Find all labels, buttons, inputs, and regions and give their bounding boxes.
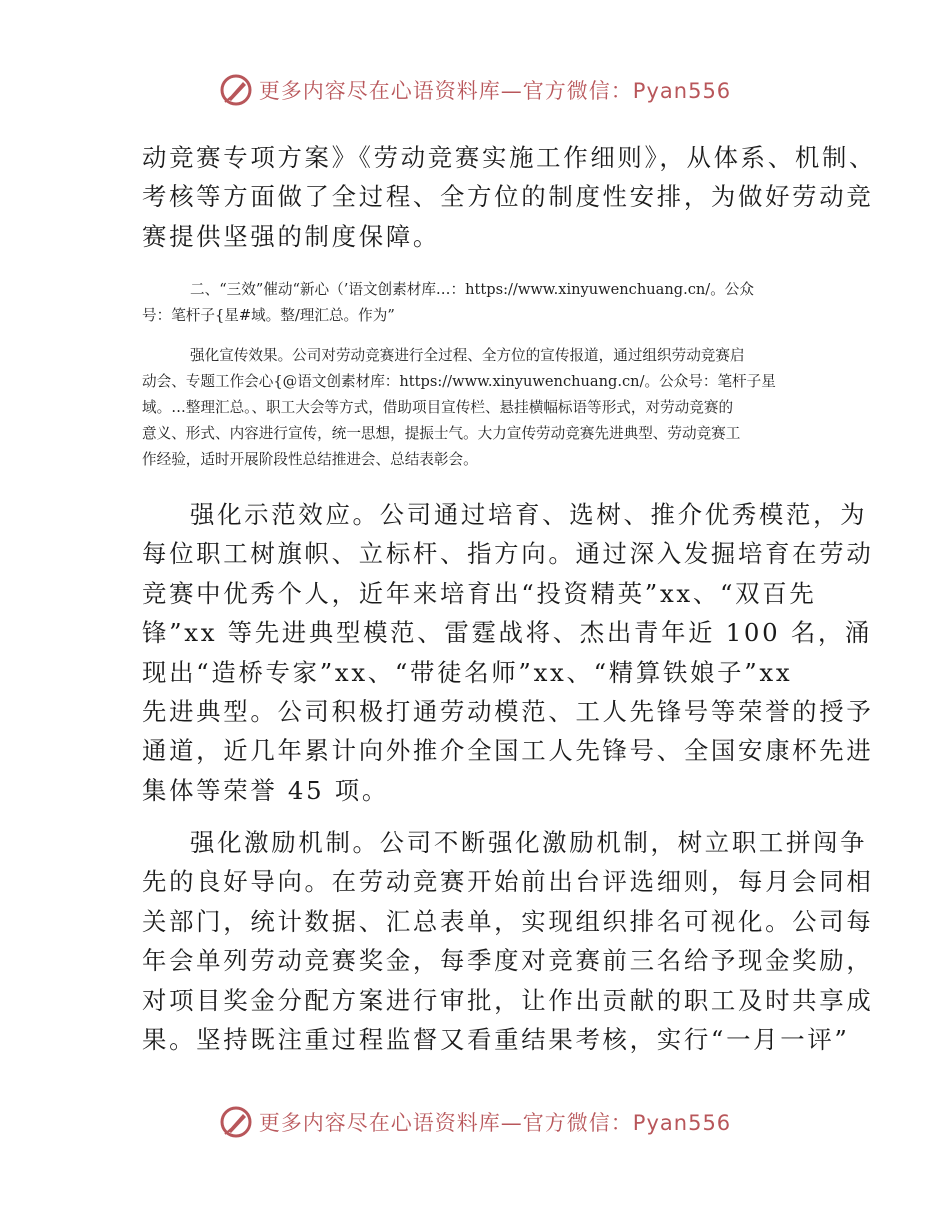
- paragraph-demonstration: [142, 495, 873, 810]
- text-line: 果。坚持既注重过程监督又看重结果考核，实行“一月一评”: [142, 1025, 850, 1055]
- watermark-text: 更多内容尽在心语资料库—官方微信：Pyan556: [258, 79, 732, 103]
- text-line: 集体等荣誉 45 项。: [142, 775, 389, 805]
- text-line: 作经验，适时开展阶段性总结推进会、总结表彰会。: [142, 451, 478, 468]
- header-watermark-banner: [0, 70, 950, 110]
- text-line: 二、“三效”催动“新心（’语文创素材库…：https://www.xinyuwenchuang.cn/。公众: [190, 281, 754, 298]
- paragraph-publicity: [142, 343, 776, 473]
- text-line: 对项目奖金分配方案进行审批，让作出贡献的职工及时共享成: [142, 985, 874, 1015]
- text-line: 赛提供坚强的制度保障。: [142, 221, 440, 251]
- text-line: 先进典型。公司积极打通劳动模范、工人先锋号等荣誉的授予: [142, 697, 874, 727]
- paragraph-incentive: [142, 823, 873, 1059]
- text-line: 关部门，统计数据、汇总表单，实现组织排名可视化。公司每: [142, 906, 874, 936]
- text-line: 动竞赛专项方案》《劳动竞赛实施工作细则》，从体系、机制、: [142, 143, 877, 172]
- quill-logo-icon: [219, 73, 253, 107]
- text-line: 强化宣传效果。公司对劳动竞赛进行全过程、全方位的宣传报道，通过组织劳动竞赛启: [190, 347, 745, 364]
- text-line: 考核等方面做了全过程、全方位的制度性安排，为做好劳动竞: [142, 182, 874, 212]
- text-line: 号：笔杆子{星#域。整/理汇总。作为”: [142, 307, 395, 324]
- text-line: 现出“造桥专家”xx、“带徒名师”xx、“精算铁娘子”xx: [142, 657, 793, 687]
- quill-logo-icon: [219, 1105, 253, 1139]
- text-line: 强化激励机制。公司不断强化激励机制，树立职工拼闯争: [190, 828, 868, 857]
- watermark-text: 更多内容尽在心语资料库—官方微信：Pyan556: [258, 1111, 732, 1135]
- text-line: 年会单列劳动竞赛奖金，每季度对竞赛前三名给予现金奖励，: [142, 946, 874, 976]
- text-line: 通道，近几年累计向外推介全国工人先锋号、全国安康杯先进: [142, 736, 874, 766]
- text-line: 每位职工树旗帜、立标杆、指方向。通过深入发掘培育在劳动: [142, 539, 874, 569]
- section-heading-small: [142, 277, 754, 329]
- text-line: 意义、形式、内容进行宣传，统一思想，提振士气。大力宣传劳动竞赛先进典型、劳动竞赛工: [142, 425, 741, 442]
- text-line: 竞赛中优秀个人，近年来培育出“投资精英”xx、“双百先: [142, 578, 817, 608]
- text-line: 强化示范效应。公司通过培育、选树、推介优秀模范，为: [190, 500, 868, 529]
- text-line: 锋”xx 等先进典型模范、雷霆战将、杰出青年近 100 名，涌: [142, 618, 873, 648]
- text-line: 动会、专题工作会心{@语文创素材库：https://www.xinyuwenchuang.cn/。公众号：笔杆子星: [142, 373, 776, 390]
- footer-watermark-banner: [0, 1102, 950, 1142]
- text-line: 先的良好导向。在劳动竞赛开始前出台评选细则，每月会同相: [142, 867, 874, 897]
- text-line: 域。…整理汇总。、职工大会等方式，借助项目宣传栏、悬挂横幅标语等形式，对劳动竞赛的: [142, 399, 734, 416]
- paragraph-continuation: [142, 138, 876, 256]
